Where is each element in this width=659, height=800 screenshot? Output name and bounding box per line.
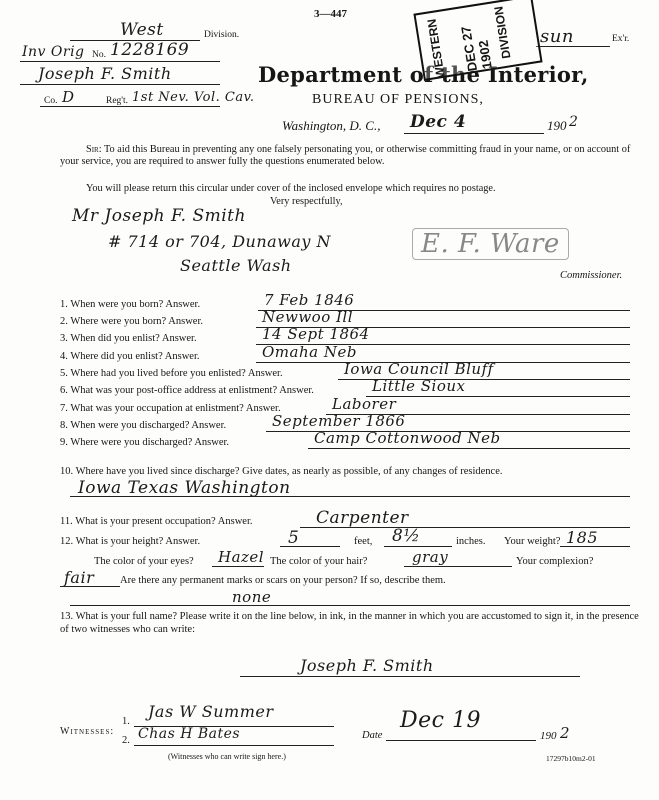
- co-label: Co.: [44, 96, 58, 106]
- co-value: D: [62, 88, 75, 106]
- marks-value: none: [232, 588, 272, 606]
- department-title: Department of the Interior,: [258, 62, 589, 87]
- witness-note: (Witnesses who can write sign here.): [168, 752, 286, 761]
- division-label: Division.: [204, 30, 240, 40]
- answer-7: Laborer: [332, 395, 397, 413]
- hair-value: gray: [412, 548, 449, 566]
- address-line-1: Mr Joseph F. Smith: [72, 206, 246, 226]
- no-label: No.: [92, 50, 106, 60]
- answer-11: Carpenter: [316, 508, 409, 528]
- form-number: 3—447: [314, 8, 347, 20]
- height-inches: 8½: [392, 526, 421, 546]
- witness-1-signature: Jas W Summer: [148, 702, 274, 721]
- answer-6: Little Sioux: [372, 377, 466, 395]
- witnesses-label: Witnesses:: [60, 726, 115, 737]
- no-value: 1228169: [110, 40, 190, 60]
- witness-2-signature: Chas H Bates: [138, 726, 241, 742]
- place: Washington, D. C.,: [282, 118, 381, 133]
- question-1: 1. When were you born? Answer.: [60, 299, 201, 310]
- answer-3: 14 Sept 1864: [262, 325, 370, 343]
- question-13: 13. What is your full name? Please write it on the line below, in ink, in the manner in which you are accustomed to sign it, in the presence of two witnesses who can write:: [60, 611, 639, 635]
- complexion-label: Your complexion?: [516, 556, 594, 567]
- date-label: Date: [362, 730, 383, 741]
- signing-date: Dec 19: [400, 708, 481, 733]
- division-value: West: [120, 20, 164, 40]
- return-instruction: You will please return this circular under cover of the inclosed envelope which requires no postage.: [86, 183, 496, 194]
- question-4: 4. Where did you enlist? Answer.: [60, 351, 200, 362]
- question-9: 9. Where were you discharged? Answer.: [60, 437, 230, 448]
- signing-year-prefix: 190: [540, 730, 557, 742]
- witness-2-number: 2.: [122, 735, 130, 746]
- hair-label: The color of your hair?: [270, 556, 368, 567]
- answer-9: Camp Cottonwood Neb: [314, 429, 501, 447]
- footer-code: 17297b10m2-01: [546, 754, 596, 763]
- answer-10: Iowa Texas Washington: [78, 478, 291, 498]
- regt-label: Reg't.: [106, 96, 129, 106]
- weight-value: 185: [566, 528, 599, 547]
- question-3: 3. When did you enlist? Answer.: [60, 333, 197, 344]
- eyes-label: The color of your eyes?: [94, 556, 194, 567]
- commissioner-signature: E. F. Ware: [412, 228, 569, 260]
- eyes-value: Hazel: [218, 548, 265, 566]
- inv-orig-value: Inv Orig: [22, 44, 85, 60]
- question-11: 11. What is your present occupation? Answer.: [60, 516, 253, 527]
- address-line-3: Seattle Wash: [180, 256, 292, 275]
- regt-value: 1st Nev. Vol. Cav.: [132, 90, 255, 105]
- name-value: Joseph F. Smith: [38, 64, 172, 83]
- inches-label: inches.: [456, 536, 486, 547]
- answer-5: Iowa Council Bluff: [344, 360, 494, 378]
- ex-label: Ex'r.: [612, 34, 630, 44]
- status-value: sun: [540, 26, 574, 47]
- weight-label: Your weight?: [504, 536, 561, 547]
- marks-label: Are there any permanent marks or scars on your person? If so, describe them.: [120, 575, 446, 586]
- complexion-value: fair: [64, 568, 95, 587]
- address-line-2: # 714 or 704, Dunaway N: [108, 232, 332, 251]
- answer-8: September 1866: [272, 412, 406, 430]
- question-7: 7. What was your occupation at enlistment? Answer.: [60, 403, 281, 414]
- received-stamp: WESTERN DEC 27 1902 DIVISION: [413, 0, 542, 81]
- year-value: 2: [569, 114, 579, 130]
- closing: Very respectfully,: [270, 196, 343, 207]
- question-12: 12. What is your height? Answer.: [60, 536, 201, 547]
- question-5: 5. Where had you lived before you enlisted? Answer.: [60, 368, 283, 379]
- bureau-title: BUREAU OF PENSIONS,: [312, 92, 484, 107]
- witness-1-number: 1.: [122, 716, 130, 727]
- intro-paragraph: Sir: To aid this Bureau in preventing any one falsely personating you, or otherwise committing fraud in your name, or on account of your service, you are required to answer fully the questions enumerated below.: [60, 144, 631, 167]
- question-10: 10. Where have you lived since discharge? Give dates, as nearly as possible, of any changes of residence.: [60, 466, 503, 477]
- height-feet: 5: [288, 528, 300, 548]
- question-8: 8. When were you discharged? Answer.: [60, 420, 227, 431]
- question-2: 2. Where were you born? Answer.: [60, 316, 203, 327]
- question-6: 6. What was your post-office address at enlistment? Answer.: [60, 385, 314, 396]
- commissioner-label: Commissioner.: [560, 270, 623, 281]
- signing-year: 2: [560, 724, 571, 742]
- full-name-signature: Joseph F. Smith: [300, 656, 434, 675]
- feet-label: feet,: [354, 536, 373, 547]
- letter-date: Dec 4: [410, 112, 467, 132]
- answer-4: Omaha Neb: [262, 343, 357, 361]
- year-prefix: 190: [547, 118, 567, 133]
- answer-2: Newwoo Ill: [262, 308, 354, 326]
- answer-1: 7 Feb 1846: [264, 291, 355, 309]
